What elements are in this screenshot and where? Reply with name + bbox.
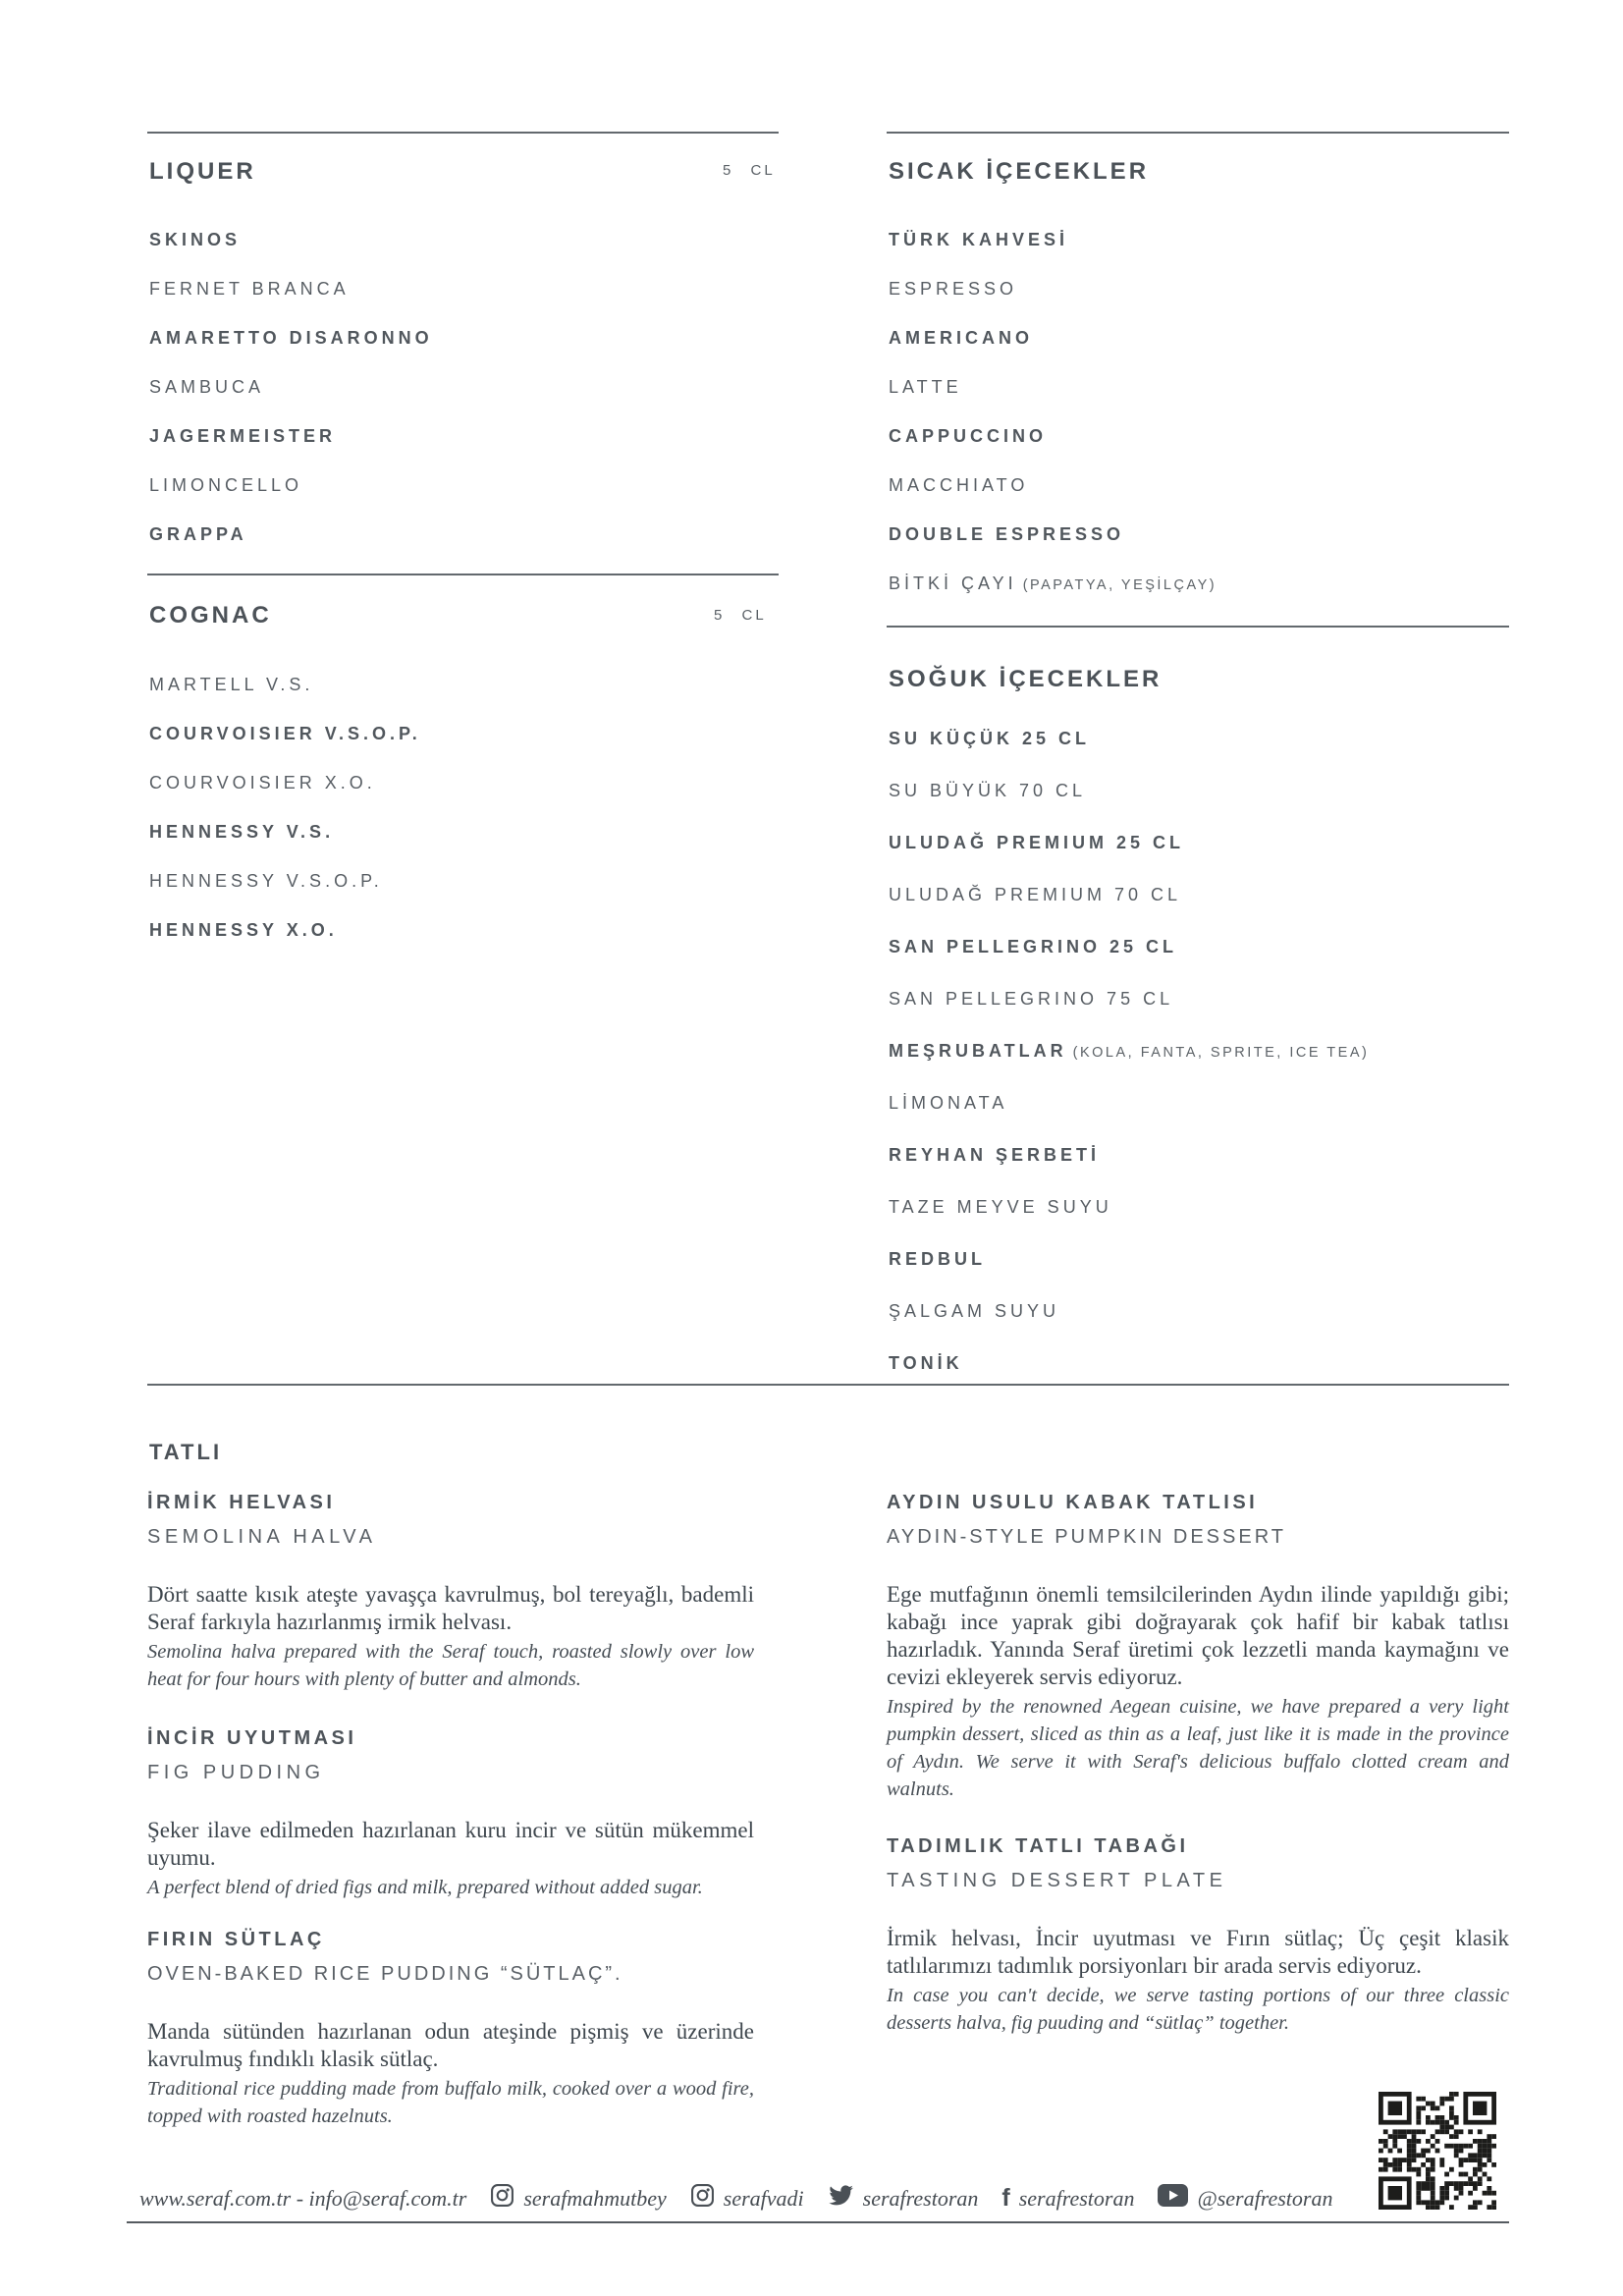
menu-item: SAN PELLEGRINO 25 CL	[889, 937, 1178, 957]
footer	[139, 2182, 1332, 2214]
menu-item: SKINOS	[149, 230, 242, 249]
dessert-incir-uyutmasi	[147, 1727, 754, 1901]
facebook-icon: f	[1001, 2184, 1010, 2212]
menu-item: SAN PELLEGRINO 75 CL	[889, 989, 1174, 1009]
hot-drinks-list	[889, 231, 1217, 624]
social-twitter	[828, 2182, 979, 2214]
menu-item: MEŞRUBATLAR (KOLA, FANTA, SPRITE, ICE TEA)	[889, 1041, 1370, 1061]
section-title-liquer: LIQUER	[149, 158, 256, 185]
divider	[887, 626, 1509, 628]
menu-item: CAPPUCCINO	[889, 426, 1048, 446]
size-label-cognac: 5 CL	[714, 607, 767, 624]
social-facebook	[1001, 2186, 1134, 2212]
section-title-cold-drinks: SOĞUK İÇECEKLER	[889, 666, 1163, 692]
dessert-description-tr: Ege mutfağının önemli temsilcilerinden Aydın ilinde yapıldığı gibi; kabağı ince yaprak gibi doğrayarak çok hafif bir kabak tatlısı hazırladık. Yanında Seraf üretimi çok lezzetli manda kaymağını ve cevizi ekleyerek servis ediyoruz.	[887, 1582, 1509, 1689]
menu-item: REYHAN ŞERBETİ	[889, 1145, 1101, 1165]
dessert-firin-sutlac	[147, 1929, 754, 2130]
dessert-name-en: TASTING DESSERT PLATE	[887, 1870, 1227, 1891]
social-handle: @serafrestoran	[1197, 2185, 1333, 2211]
menu-item: LATTE	[889, 377, 962, 397]
dessert-name-tr: AYDIN USULU KABAK TATLISI	[887, 1492, 1259, 1513]
divider	[147, 1384, 1509, 1386]
dessert-name-tr: İNCİR UYUTMASI	[147, 1727, 357, 1749]
size-label-liquer: 5 CL	[723, 162, 776, 179]
menu-item: COURVOISIER X.O.	[149, 773, 376, 793]
menu-item: ULUDAĞ PREMIUM 70 CL	[889, 885, 1182, 904]
menu-item: AMERICANO	[889, 328, 1033, 348]
dessert-description-en: Semolina halva prepared with the Seraf touch, roasted slowly over low heat for four hours with plenty of butter and almonds.	[147, 1641, 754, 1690]
menu-item: SAMBUCA	[149, 377, 265, 397]
social-handle: serafvadi	[723, 2185, 804, 2211]
menu-item: SU KÜÇÜK 25 CL	[889, 729, 1091, 748]
menu-item: HENNESSY X.O.	[149, 920, 338, 940]
website-and-email: www.seraf.com.tr - info@seraf.com.tr	[139, 2185, 467, 2211]
section-title-cognac: COGNAC	[149, 602, 272, 629]
dessert-kabak-tatlisi	[887, 1492, 1509, 1803]
menu-item: TÜRK KAHVESİ	[889, 230, 1069, 249]
twitter-icon	[828, 2182, 854, 2214]
dessert-description-en: In case you can't decide, we serve tasting portions of our three classic desserts halva, fig puuding and “sütlaç” together.	[887, 1985, 1509, 2034]
liquer-list	[149, 231, 439, 574]
social-handle: serafrestoran	[1018, 2185, 1135, 2211]
footer-divider	[127, 2221, 1509, 2223]
dessert-description-tr: Şeker ilave edilmeden hazırlanan kuru incir ve sütün mükemmel uyumu.	[147, 1818, 754, 1870]
divider	[147, 574, 779, 575]
dessert-name-en: SEMOLINA HALVA	[147, 1526, 377, 1548]
menu-item: AMARETTO DISARONNO	[149, 328, 433, 348]
social-handle: serafmahmutbey	[523, 2185, 667, 2211]
menu-item: REDBUL	[889, 1249, 986, 1269]
dessert-name-tr: TADIMLIK TATLI TABAĞI	[887, 1835, 1189, 1857]
dessert-description-tr: İrmik helvası, İncir uyutması ve Fırın sütlaç; Üç çeşit klasik tatlılarımızı tadımlık porsiyonları bir arada servis ediyoruz.	[887, 1926, 1509, 1978]
menu-item: FERNET BRANCA	[149, 279, 350, 299]
menu-item: HENNESSY V.S.	[149, 822, 335, 842]
menu-item: DOUBLE ESPRESSO	[889, 524, 1125, 544]
dessert-name-tr: İRMİK HELVASI	[147, 1492, 336, 1513]
menu-item: ESPRESSO	[889, 279, 1018, 299]
dessert-description-en: A perfect blend of dried figs and milk, prepared without added sugar.	[147, 1877, 703, 1898]
menu-item: HENNESSY V.S.O.P.	[149, 871, 383, 891]
instagram-icon	[490, 2183, 514, 2214]
qr-code	[1379, 2092, 1496, 2210]
menu-item: COURVOISIER V.S.O.P.	[149, 724, 421, 743]
divider	[887, 132, 1509, 134]
menu-item: SU BÜYÜK 70 CL	[889, 781, 1087, 800]
menu-item: ULUDAĞ PREMIUM 25 CL	[889, 833, 1185, 852]
dessert-name-en: OVEN-BAKED RICE PUDDING “SÜTLAÇ”.	[147, 1963, 623, 1985]
menu-item: JAGERMEISTER	[149, 426, 337, 446]
cold-drinks-list	[889, 730, 1369, 1406]
social-handle: serafrestoran	[862, 2185, 979, 2211]
dessert-tadimlik-tabagi	[887, 1835, 1509, 2037]
social-youtube	[1158, 2184, 1332, 2213]
dessert-description-tr: Dört saatte kısık ateşte yavaşça kavrulmuş, bol tereyağlı, bademli Seraf farkıyla hazırlanmış irmik helvası.	[147, 1582, 754, 1634]
menu-item: MACCHIATO	[889, 475, 1029, 495]
menu-item: LIMONCELLO	[149, 475, 303, 495]
menu-item: MARTELL V.S.	[149, 675, 314, 694]
divider	[147, 132, 779, 134]
instagram-icon	[690, 2183, 715, 2214]
dessert-description-en: Traditional rice pudding made from buffalo milk, cooked over a wood fire, topped with roasted hazelnuts.	[147, 2078, 754, 2127]
social-instagram-mahmutbey	[490, 2183, 666, 2214]
section-title-hot-drinks: SICAK İÇECEKLER	[889, 158, 1150, 185]
dessert-description-tr: Manda sütünden hazırlanan odun ateşinde pişmiş ve üzerinde kavrulmuş fındıklı klasik sütlaç.	[147, 2019, 754, 2071]
cognac-list	[149, 676, 427, 970]
social-instagram-vadi	[690, 2183, 804, 2214]
dessert-name-en: FIG PUDDING	[147, 1762, 325, 1783]
menu-item: TONİK	[889, 1353, 963, 1373]
menu-item: GRAPPA	[149, 524, 247, 544]
dessert-name-en: AYDIN-STYLE PUMPKIN DESSERT	[887, 1526, 1286, 1548]
menu-item: LİMONATA	[889, 1093, 1008, 1113]
menu-item: ŞALGAM SUYU	[889, 1301, 1060, 1321]
menu-item: BİTKİ ÇAYI (PAPATYA, YEŞİLÇAY)	[889, 574, 1217, 593]
dessert-description-en: Inspired by the renowned Aegean cuisine, we have prepared a very light pumpkin dessert, sliced as thin as a leaf, just like it is made in the province of Aydın. We serve it with Seraf's delicious buffalo clotted cream and walnuts.	[887, 1696, 1509, 1800]
menu-item: TAZE MEYVE SUYU	[889, 1197, 1112, 1217]
section-title-desserts: TATLI	[149, 1440, 223, 1464]
dessert-name-tr: FIRIN SÜTLAÇ	[147, 1929, 325, 1950]
youtube-icon	[1158, 2184, 1188, 2213]
dessert-irmik-helvasi	[147, 1492, 754, 1693]
